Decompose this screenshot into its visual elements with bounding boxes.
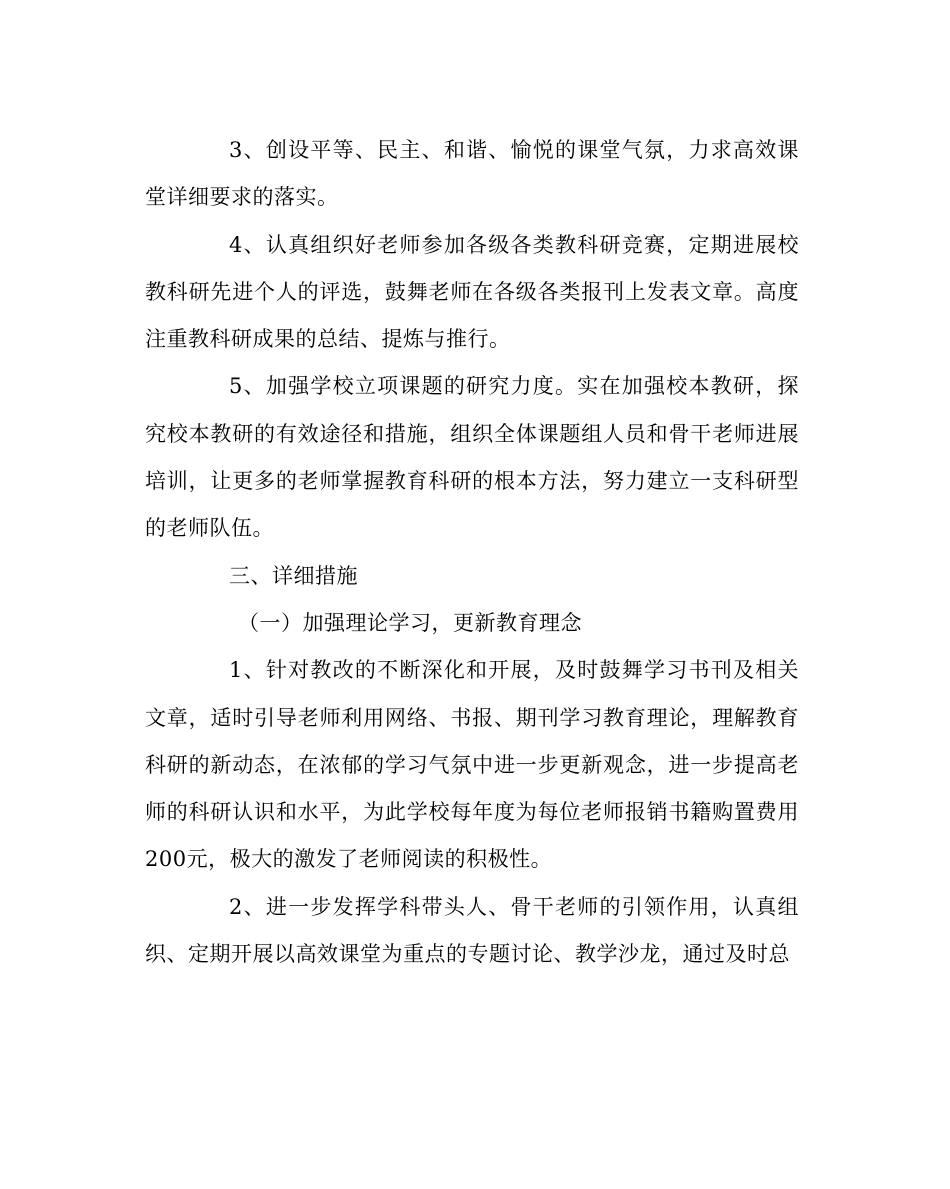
section-heading: 三、详细措施 (229, 563, 358, 588)
paragraph-item-5: 5、加强学校立项课题的研究力度。实在加强校本教研，探究校本教研的有效途径和措施，组织全体课题组人员和骨干老师进展培训，让更多的老师掌握教育科研的根本方法，努力建立一支科研型的老师队伍。 (145, 374, 799, 541)
document-body (145, 127, 799, 978)
subsection-heading: （一）加强理论学习，更新教育理念 (238, 610, 582, 635)
paragraph-item-3: 3、创设平等、民主、和谐、愉悦的课堂气氛，力求高效课堂详细要求的落实。 (145, 138, 799, 210)
measure-item-2: 2、进一步发挥学科带头人、骨干老师的引领作用，认真组织、定期开展以高效课堂为重点的专题讨论、教学沙龙，通过及时总 (145, 894, 799, 967)
paragraph-item-4: 4、认真组织好老师参加各级各类教科研竞赛，定期进展校教科研先进个人的评选，鼓舞老师在各级各类报刊上发表文章。高度注重教科研成果的总结、提炼与推行。 (145, 232, 799, 352)
measure-item-1: 1、针对教改的不断深化和开展，及时鼓舞学习书刊及相关文章，适时引导老师利用网络、书报、期刊学习教育理论，理解教育科研的新动态，在浓郁的学习气氛中进一步更新观念，进一步提高老师的科研认识和水平，为此学校每年度为每位老师报销书籍购置费用200元，极大的激发了老师阅读的积极性。 (145, 658, 799, 872)
